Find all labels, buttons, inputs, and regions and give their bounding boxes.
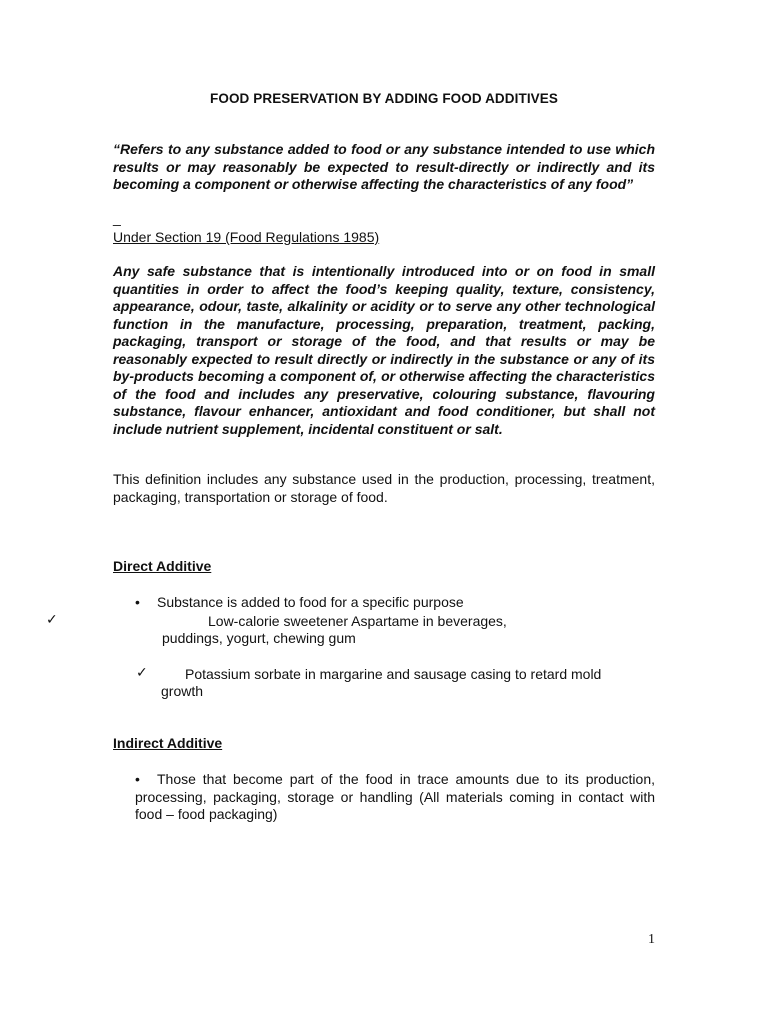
checkmark-icon: ✓: [136, 665, 148, 681]
example-2-line-1: Potassium sorbate in margarine and sausage casing to retard mold: [185, 666, 602, 682]
indirect-bullet: [135, 771, 655, 824]
definition-quote: “Refers to any substance added to food or any substance intended to use which results or may reasonably be expected to result-directly or indirectly and its becoming a component or otherwise affecting the characteristics of any food”: [113, 141, 655, 192]
bullet-icon: •: [135, 594, 140, 610]
checkmark-icon: ✓: [46, 612, 58, 628]
example-2-line-2: growth: [161, 683, 204, 699]
indirect-additive-heading: Indirect Additive: [113, 735, 223, 751]
page-number: 1: [648, 932, 655, 947]
direct-bullet-text: Substance is added to food for a specific purpose: [157, 594, 464, 610]
example-1-line-2: puddings, yogurt, chewing gum: [162, 630, 356, 646]
direct-bullet: [135, 594, 464, 612]
bullet-icon: •: [135, 771, 140, 787]
indirect-bullet-text: Those that become part of the food in trace amounts due to its production, processing, packaging, storage or handling (All materials coming in contact with food – food packaging): [135, 771, 655, 822]
document-title: FOOD PRESERVATION BY ADDING FOOD ADDITIVES: [210, 91, 558, 106]
regulation-definition: Any safe substance that is intentionally introduced into or on food in small quantities in order to affect the food’s keeping quality, texture, consistency, appearance, odour, taste, alkalinity or acidity or to serve any other technological function in the manufacture, processing, preparation, treatment, packing, packaging, transport or storage of the food, and that results or may be reasonably expected to result directly or indirectly in the substance or any of its by-products becoming a component of, or otherwise affecting the characteristics of the food and includes any preservative, colouring substance, flavouring substance, flavour enhancer, antioxidant and food conditioner, but shall not include nutrient supplement, incidental constituent or salt.: [113, 263, 655, 437]
section-reference: Under Section 19 (Food Regulations 1985): [113, 229, 380, 245]
example-1-line-1: Low-calorie sweetener Aspartame in beverages,: [208, 613, 507, 629]
scope-note: This definition includes any substance used in the production, processing, treatment, packaging, transportation or storage of food.: [113, 471, 655, 505]
underscore-mark: _: [113, 210, 121, 226]
direct-additive-heading: Direct Additive: [113, 558, 212, 574]
